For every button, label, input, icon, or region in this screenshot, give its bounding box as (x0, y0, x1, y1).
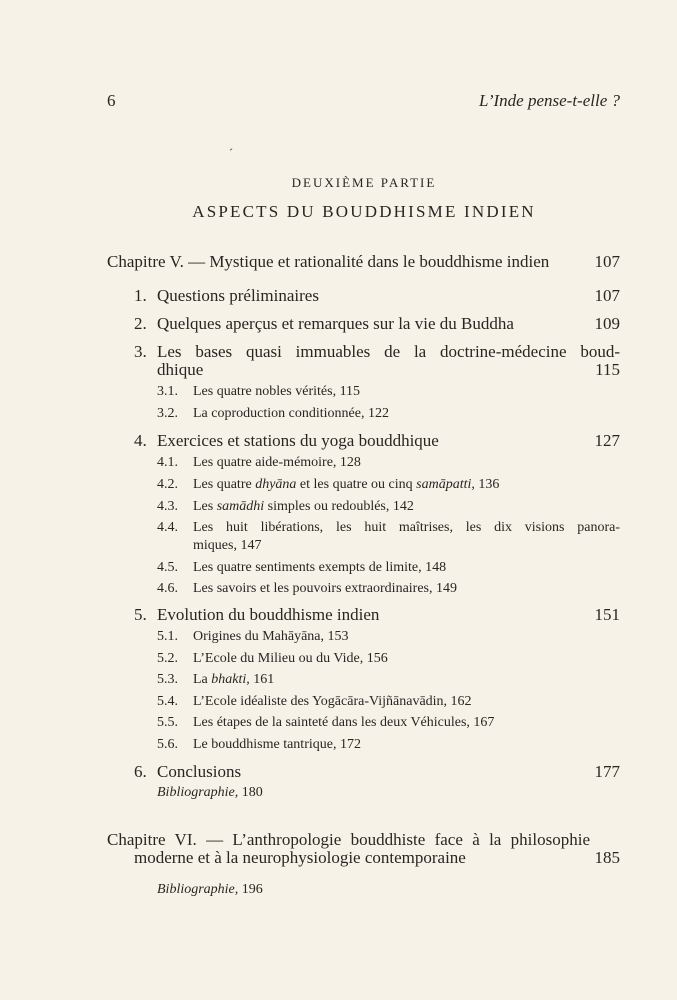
section-1-number: 1. (134, 286, 147, 305)
section-3-number: 3. (134, 342, 147, 361)
section-6-page: 177 (594, 762, 620, 781)
bibliography-entry[interactable] (157, 785, 263, 801)
subsection-number: 4.5. (157, 560, 178, 575)
running-title: L’Inde pense-t-elle ? (479, 91, 620, 110)
section-2-page: 109 (594, 314, 620, 333)
subsection-number: 5.2. (157, 651, 178, 666)
bibliography-label: Bibliographie, (157, 882, 239, 897)
subsection-entry[interactable]: L’Ecole idéaliste des Yogācāra-Vijñānavādin, 162 (193, 694, 472, 709)
sanskrit-term: bhakti, (211, 672, 250, 687)
subsection-entry[interactable]: Origines du Mahāyāna, 153 (193, 629, 349, 644)
section-3-page: 115 (595, 360, 620, 379)
chapter-6-page: 185 (594, 848, 620, 867)
section-4-page: 127 (594, 431, 620, 450)
section-6-title[interactable]: Conclusions (157, 762, 242, 781)
subsection-entry[interactable] (193, 477, 499, 493)
subsection-entry-line1[interactable]: Les huit libérations, les huit maîtrises, les dix visions panora- (193, 520, 620, 535)
subsection-entry[interactable]: Les quatre nobles vérités, 115 (193, 384, 361, 399)
sanskrit-term: dhyāna (255, 477, 297, 492)
section-4-title[interactable]: Exercices et stations du yoga bouddhique (157, 431, 439, 450)
section-3-title-line1[interactable]: Les bases quasi immuables de la doctrine-médecine boud- (157, 342, 620, 361)
bibliography-label: Bibliographie, (157, 785, 239, 800)
subsection-number: 5.5. (157, 715, 178, 730)
subsection-entry[interactable]: L’Ecole du Milieu ou du Vide, 156 (193, 651, 388, 666)
chapter-6-title-line2[interactable]: moderne et à la neurophysiologie contemporaine (134, 848, 466, 867)
subsection-entry[interactable]: Les étapes de la sainteté dans les deux Véhicules, 167 (193, 715, 495, 730)
section-5-number: 5. (134, 605, 147, 624)
entry-text: simples ou redoublés, 142 (264, 499, 414, 514)
bibliography-entry[interactable] (157, 882, 263, 898)
subsection-number: 3.1. (157, 384, 178, 399)
subsection-entry[interactable] (193, 499, 414, 515)
subsection-entry[interactable]: La coproduction conditionnée, 122 (193, 406, 389, 421)
section-3-title-line2[interactable]: dhique (157, 360, 204, 379)
subsection-number: 4.1. (157, 455, 178, 470)
entry-page: 136 (474, 477, 500, 492)
section-1-title[interactable]: Questions préliminaires (157, 286, 319, 305)
entry-text: Les (193, 499, 217, 514)
entry-text: Les quatre (193, 477, 256, 492)
chapter-6-title-line1[interactable]: Chapitre VI. — L’anthropologie bouddhiste face à la philosophie (107, 830, 590, 849)
subsection-number: 5.3. (157, 672, 178, 687)
subsection-number: 5.1. (157, 629, 178, 644)
entry-page: 161 (249, 672, 275, 687)
section-2-title[interactable]: Quelques aperçus et remarques sur la vie du Buddha (157, 314, 514, 333)
entry-text: et les quatre ou cinq (296, 477, 417, 492)
subsection-entry[interactable] (193, 672, 274, 688)
section-1-page: 107 (594, 286, 620, 305)
section-6-number: 6. (134, 762, 147, 781)
sanskrit-term: samāpatti, (416, 477, 475, 492)
bibliography-page: 180 (238, 785, 263, 800)
section-5-page: 151 (594, 605, 620, 624)
stray-mark: ´ (229, 146, 233, 160)
subsection-number: 4.4. (157, 520, 178, 535)
subsection-entry-line2[interactable]: miques, 147 (193, 538, 262, 553)
sanskrit-term: samādhi (216, 499, 265, 514)
subsection-entry[interactable]: Les quatre aide-mémoire, 128 (193, 455, 361, 470)
subsection-number: 4.3. (157, 499, 178, 514)
subsection-entry[interactable]: Le bouddhisme tantrique, 172 (193, 737, 361, 752)
page-number: 6 (107, 91, 116, 110)
chapter-5-title[interactable]: Chapitre V. — Mystique et rationalité dans le bouddhisme indien (107, 252, 550, 271)
part-label: DEUXIÈME PARTIE (291, 175, 437, 190)
subsection-number: 4.2. (157, 477, 178, 492)
subsection-entry[interactable]: Les quatre sentiments exempts de limite, 148 (193, 560, 447, 575)
part-title: ASPECTS DU BOUDDHISME INDIEN (192, 202, 536, 221)
chapter-5-page: 107 (594, 252, 620, 271)
subsection-entry[interactable]: Les savoirs et les pouvoirs extraordinaires, 149 (193, 581, 457, 596)
subsection-number: 5.4. (157, 694, 178, 709)
bibliography-page: 196 (238, 882, 263, 897)
entry-text: La (193, 672, 212, 687)
section-4-number: 4. (134, 431, 147, 450)
subsection-number: 3.2. (157, 406, 178, 421)
section-5-title[interactable]: Evolution du bouddhisme indien (157, 605, 380, 624)
subsection-number: 5.6. (157, 737, 178, 752)
section-2-number: 2. (134, 314, 147, 333)
subsection-number: 4.6. (157, 581, 178, 596)
